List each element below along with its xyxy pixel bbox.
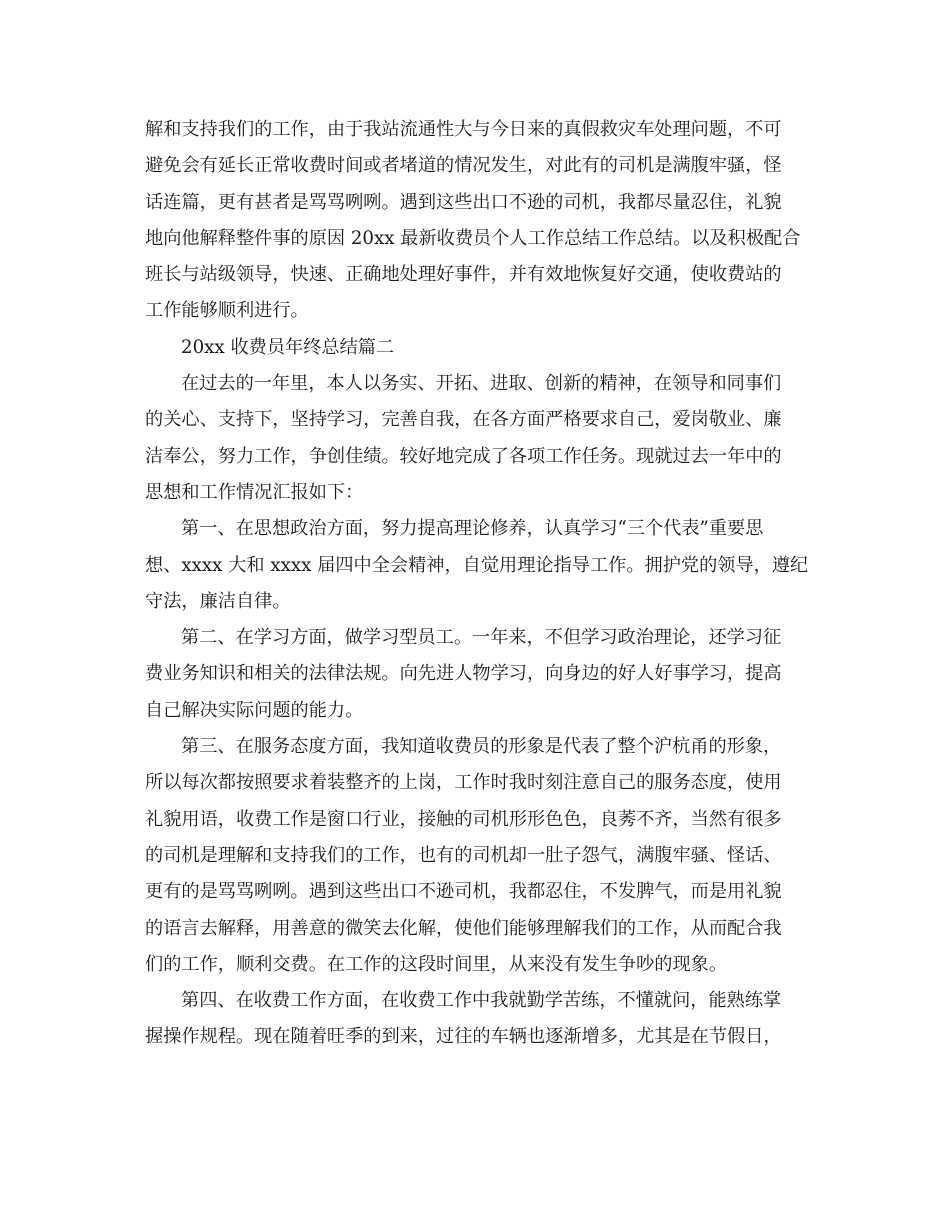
text-line: 的语言去解释，用善意的微笑去化解，使他们能够理解我们的工作，从而配合我 (145, 917, 782, 939)
text-line: 礼貌用语，收费工作是窗口行业，接触的司机形形色色，良莠不齐，当然有很多 (145, 808, 782, 830)
text-line: 班长与站级领导，快速、正确地处理好事件，并有效地恢复好交通，使收费站的 (145, 264, 782, 286)
text-line: 第三、在服务态度方面，我知道收费员的形象是代表了整个沪杭甬的形象， (181, 736, 782, 758)
text-line: 思想和工作情况汇报如下： (145, 481, 364, 503)
text-line: 洁奉公，努力工作，争创佳绩。较好地完成了各项工作任务。现就过去一年中的 (145, 445, 782, 467)
text-line: 20xx 收费员年终总结篇二 (181, 336, 395, 358)
text-line: 们的工作，顺利交费。在工作的这段时间里，从来没有发生争吵的现象。 (145, 953, 728, 975)
text-line: 在过去的一年里，本人以务实、开拓、进取、创新的精神，在领导和同事们 (181, 373, 782, 395)
text-line: 第二、在学习方面，做学习型员工。一年来，不但学习政治理论，还学习征 (181, 627, 782, 649)
text-line: 解和支持我们的工作，由于我站流通性大与今日来的真假救灾车处理问题，不可 (145, 119, 782, 140)
text-line: 第四、在收费工作方面，在收费工作中我就勤学苦练，不懂就问，能熟练掌 (181, 990, 782, 1012)
text-line: 所以每次都按照要求着装整齐的上岗，工作时我时刻注意自己的服务态度，使用 (145, 772, 782, 794)
text-line: 的司机是理解和支持我们的工作，也有的司机却一肚子怨气，满腹牢骚、怪话、 (145, 844, 782, 866)
text-line: 自己解决实际问题的能力。 (145, 699, 364, 721)
document-body (145, 112, 811, 1056)
text-line: 费业务知识和相关的法律法规。向先进人物学习，向身边的好人好事学习，提高 (145, 663, 782, 685)
text-line: 想、xxxx 大和 xxxx 届四中全会精神，自觉用理论指导工作。拥护党的领导，遵纪 (145, 554, 809, 576)
text-line: 第一、在思想政治方面，努力提高理论修养，认真学习“三个代表”重要思 (181, 518, 764, 540)
text-line: 工作能够顺利进行。 (145, 300, 309, 322)
text-line: 地向他解释整件事的原因 20xx 最新收费员个人工作总结工作总结。以及积极配合 (145, 227, 801, 249)
text-line: 避免会有延长正常收费时间或者堵道的情况发生，对此有的司机是满腹牢骚，怪 (145, 155, 782, 177)
text-line: 更有的是骂骂咧咧。遇到这些出口不逊司机，我都忍住，不发脾气，而是用礼貌 (145, 881, 782, 903)
text-line: 守法，廉洁自律。 (145, 590, 291, 612)
text-line: 话连篇，更有甚者是骂骂咧咧。遇到这些出口不逊的司机，我都尽量忍住，礼貌 (145, 191, 782, 213)
text-line: 的关心、支持下，坚持学习，完善自我，在各方面严格要求自己，爱岗敬业、廉 (145, 409, 782, 431)
text-line: 握操作规程。现在随着旺季的到来，过往的车辆也逐渐增多，尤其是在节假日， (145, 1026, 782, 1048)
